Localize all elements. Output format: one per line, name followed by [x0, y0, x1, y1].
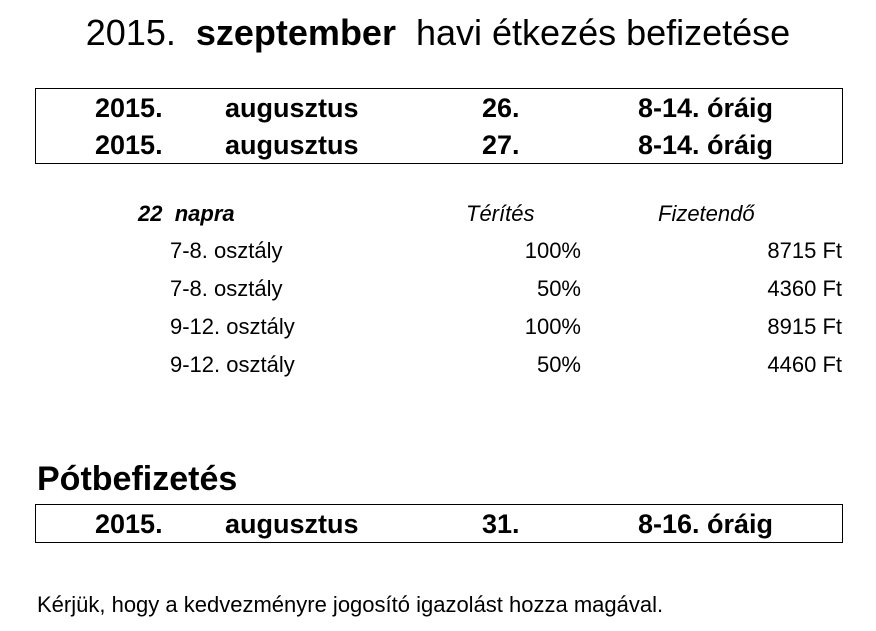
date-year: 2015.: [95, 509, 163, 539]
date-year: 2015.: [95, 93, 163, 123]
class-cell: 7-8. osztály: [170, 276, 283, 301]
payment-date-row: [36, 126, 842, 163]
date-time: 8-16. óráig: [638, 509, 774, 539]
payment-date-row: [36, 89, 842, 126]
amount-cell: 8715 Ft: [767, 238, 842, 263]
percent-cell: 50%: [536, 276, 581, 301]
class-cell: 7-8. osztály: [170, 238, 283, 263]
date-day: 26.: [482, 93, 520, 123]
table-row: [0, 238, 876, 268]
days-count: 22: [138, 201, 163, 226]
class-cell: 9-12. osztály: [170, 352, 295, 377]
table-row: [0, 276, 876, 306]
date-time: 8-14. óráig: [638, 130, 774, 160]
supplementary-title: Pótbefizetés: [37, 460, 238, 498]
payment-date-row: [36, 505, 842, 542]
table-row: [0, 314, 876, 344]
date-time: 8-14. óráig: [638, 93, 774, 123]
title-year: 2015.: [85, 12, 176, 53]
supplementary-date-box: [35, 504, 843, 543]
amount-cell: 8915 Ft: [767, 314, 842, 339]
payment-dates-box: [35, 88, 843, 164]
date-day: 27.: [482, 130, 520, 160]
days-label: napra: [174, 201, 235, 226]
class-cell: 9-12. osztály: [170, 314, 295, 339]
date-month: augusztus: [225, 130, 359, 160]
pay-column-header: Fizetendő: [658, 201, 755, 226]
title-rest: havi étkezés befizetése: [415, 12, 791, 53]
date-day: 31.: [482, 509, 520, 539]
percent-cell: 100%: [524, 314, 581, 339]
amount-cell: 4460 Ft: [767, 352, 842, 377]
title-month: szeptember: [195, 12, 396, 53]
table-row: [0, 352, 876, 382]
page-title: [0, 12, 876, 54]
percent-cell: 50%: [536, 352, 581, 377]
fee-column-header: Térítés: [466, 201, 535, 226]
amount-cell: 4360 Ft: [767, 276, 842, 301]
date-month: augusztus: [225, 93, 359, 123]
percent-cell: 100%: [524, 238, 581, 263]
date-year: 2015.: [95, 130, 163, 160]
date-month: augusztus: [225, 509, 359, 539]
days-header: [138, 201, 235, 227]
footer-note: Kérjük, hogy a kedvezményre jogosító igazolást hozza magával.: [37, 592, 664, 617]
